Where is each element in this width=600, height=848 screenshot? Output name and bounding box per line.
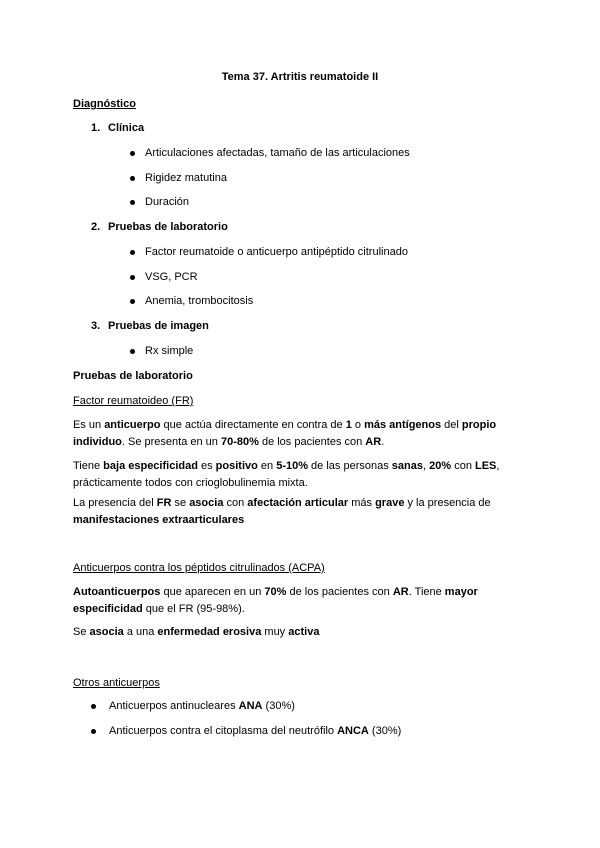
bullet-icon [130,151,135,156]
bullet-icon [130,200,135,205]
bold-text-run: ANCA [337,725,369,737]
section-2-label: Pruebas de laboratorio [108,221,228,233]
text-run: muy [261,626,289,638]
text-run: más [348,497,376,509]
text-run: (30%) [368,725,402,737]
text-run: que actúa directamente en contra de [160,419,346,431]
bold-text-run: 70% [264,586,287,598]
bold-text-run: anticuerpo [104,419,161,431]
text-run: , [422,460,430,472]
bold-text-run: LES [475,460,497,472]
text-run: de los pacientes con [258,436,366,448]
section-1-number: 1. [91,122,101,134]
text-run: . Se presenta en un [121,436,221,448]
bold-text-run: grave [375,497,405,509]
text-run: o [351,419,365,431]
list-item: VSG, PCR [145,271,198,283]
lab-heading: Pruebas de laboratorio [73,370,193,382]
bold-text-run: 20% [429,460,452,472]
fr-subheading: Factor reumatoideo (FR) [73,395,194,407]
text-run: Anticuerpos antinucleares [109,700,239,712]
section-3-label: Pruebas de imagen [108,320,209,332]
list-item [109,724,401,738]
text-run: a una [123,626,158,638]
bold-text-run: baja especificidad [103,460,198,472]
bold-text-run: 70-80% [220,436,259,448]
bold-text-run: afectación articular [247,497,349,509]
page-title: Tema 37. Artritis reumatoide II [221,71,379,83]
list-item: Factor reumatoide o anticuerpo antipéptido citrulinado [145,246,408,258]
bold-text-run: Autoanticuerpos [73,586,161,598]
text-run: Se [73,626,90,638]
text-run: que el FR (95-98%). [142,603,245,615]
text-run: (30%) [262,700,295,712]
fr-paragraph-1 [73,417,533,451]
acpa-subheading: Anticuerpos contra los péptidos citrulinados (ACPA) [73,562,325,574]
list-item: Articulaciones afectadas, tamaño de las articulaciones [145,147,410,159]
bold-text-run: activa [288,626,320,638]
bullet-icon [130,250,135,255]
text-run: de los pacientes con [286,586,393,598]
section-1-label: Clínica [108,122,145,134]
list-item: Duración [145,196,190,208]
section-3-number: 3. [91,320,101,332]
bold-text-run: asocia [89,626,124,638]
text-run: y la presencia de [404,497,491,509]
bold-text-run: 5-10% [276,460,308,472]
bold-text-run: AR [392,586,409,598]
list-item: Rigidez matutina [145,172,227,184]
text-run: . Tiene [408,586,445,598]
text-run: es [197,460,216,472]
bold-text-run: FR [156,497,172,509]
text-run: se [171,497,190,509]
text-run: Es un [73,419,105,431]
bold-text-run: ANA [238,700,263,712]
bold-text-run: mayor especificidad [73,586,478,615]
text-run: del [441,419,462,431]
text-run: La presencia del [73,497,157,509]
list-item: Rx simple [145,345,194,357]
diagnostico-heading: Diagnóstico [73,98,136,110]
bold-text-run: asocia [189,497,224,509]
bold-text-run: enfermedad erosiva [157,626,262,638]
bullet-icon [130,176,135,181]
list-item: Anemia, trombocitosis [145,295,254,307]
text-run: de las personas [308,460,392,472]
acpa-paragraph-1 [73,584,533,618]
bullet-icon [130,275,135,280]
text-run: Tiene [73,460,104,472]
text-run: que aparecen en un [160,586,265,598]
acpa-paragraph-2 [73,624,533,641]
list-item [109,699,295,713]
text-run: en [257,460,277,472]
text-run: Anticuerpos contra el citoplasma del neutrófilo [109,725,338,737]
otros-subheading: Otros anticuerpos [73,677,160,689]
bullet-icon [91,729,96,734]
text-run: . [381,436,385,448]
bold-text-run: propio individuo [73,419,497,448]
bullet-icon [130,299,135,304]
fr-paragraph-3 [73,495,533,529]
bullet-icon [130,349,135,354]
bold-text-run: AR [365,436,382,448]
fr-paragraph-2 [73,458,533,492]
text-run: con [451,460,475,472]
bold-text-run: manifestaciones extraarticulares [73,514,245,526]
bold-text-run: positivo [215,460,258,472]
bullet-icon [91,704,96,709]
text-run: , prácticamente todos con crioglobulinemia mixta. [73,460,500,489]
text-run: con [223,497,248,509]
bold-text-run: 1 [345,419,352,431]
bold-text-run: más antígenos [364,419,442,431]
section-2-number: 2. [91,221,101,233]
bold-text-run: sanas [391,460,423,472]
